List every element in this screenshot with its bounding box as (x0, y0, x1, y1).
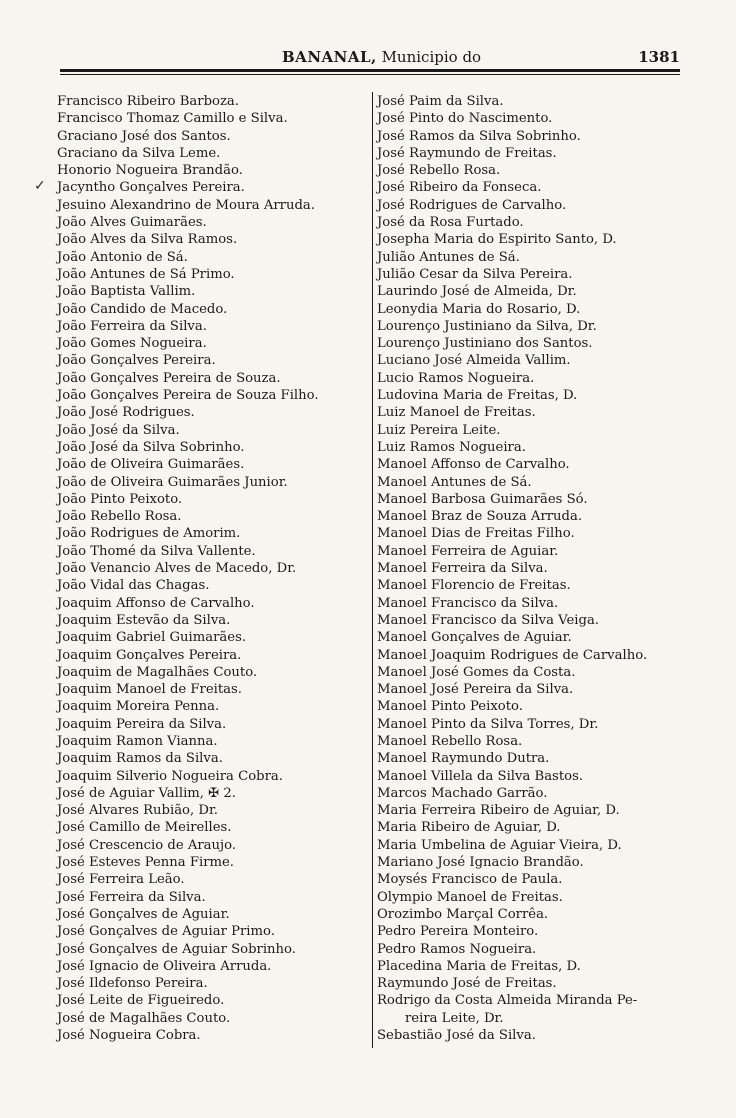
right-column-list (377, 93, 697, 1044)
name-entry: Manoel Ferreira da Silva. (377, 561, 548, 577)
name-entry: Lourenço Justiniano dos Santos. (377, 336, 593, 352)
name-entry: Joaquim Ramon Vianna. (57, 733, 218, 749)
name-entry: João Rodrigues de Amorim. (57, 526, 241, 542)
name-entry: Manoel Affonso de Carvalho. (377, 457, 570, 473)
name-entry: Olympio Manoel de Freitas. (377, 889, 563, 905)
page-number: 1381 (638, 48, 680, 66)
name-entry: Manoel Joaquim Rodrigues de Carvalho. (377, 647, 648, 663)
name-entry: Manoel Francisco da Silva Veiga. (377, 612, 600, 628)
name-entry: Lourenço Justiniano da Silva, Dr. (377, 318, 597, 334)
running-title (282, 48, 481, 66)
name-entry: João Antunes de Sá Primo. (57, 266, 235, 282)
name-entry: José Ramos da Silva Sobrinho. (377, 128, 581, 144)
name-entry: José Ribeiro da Fonseca. (377, 180, 542, 196)
name-entry: Manoel Pinto da Silva Torres, Dr. (377, 716, 599, 732)
name-entry: José da Rosa Furtado. (377, 215, 524, 231)
name-entry: Manoel Gonçalves de Aguiar. (377, 630, 572, 646)
name-entry: Mariano José Ignacio Brandão. (377, 855, 584, 871)
name-entry: Ludovina Maria de Freitas, D. (377, 388, 578, 404)
name-entry: Joaquim Gonçalves Pereira. (57, 647, 242, 663)
name-entry: José Ildefonso Pereira. (57, 976, 208, 992)
name-entry: Luiz Manoel de Freitas. (377, 405, 536, 421)
title-town: BANANAL, (282, 48, 377, 66)
name-entry: José Crescencio de Araujo. (57, 837, 236, 853)
name-entry: Josepha Maria do Espirito Santo, D. (377, 232, 617, 248)
name-entry: Joaquim Moreira Penna. (57, 699, 220, 715)
name-entry: Julião Cesar da Silva Pereira. (377, 266, 573, 282)
name-entry: Manoel Villela da Silva Bastos. (377, 768, 584, 784)
header-rule-thin (60, 74, 680, 75)
name-entry: Manoel Ferreira de Aguiar. (377, 543, 559, 559)
name-entry: Joaquim Pereira da Silva. (57, 716, 227, 732)
name-entry: Raymundo José de Freitas. (377, 976, 557, 992)
name-entry: João Gomes Nogueira. (57, 336, 207, 352)
name-entry: João Gonçalves Pereira de Souza Filho. (57, 388, 319, 404)
name-entry: Pedro Pereira Monteiro. (377, 924, 539, 940)
name-entry: Pedro Ramos Nogueira. (377, 941, 537, 957)
name-entry: Manoel Dias de Freitas Filho. (377, 526, 575, 542)
name-entry: João José Rodrigues. (57, 405, 195, 421)
name-entry: Manoel Rebello Rosa. (377, 733, 523, 749)
name-entry: Graciano José dos Santos. (57, 128, 231, 144)
name-entry: Joaquim Ramos da Silva. (57, 751, 223, 767)
name-entry: José Gonçalves de Aguiar. (57, 906, 230, 922)
name-entry: João de Oliveira Guimarães. (57, 457, 245, 473)
name-entry: José Paim da Silva. (377, 94, 504, 109)
name-entry: José Ignacio de Oliveira Arruda. (57, 958, 272, 974)
name-entry: João José da Silva Sobrinho. (57, 439, 245, 455)
name-entry: Sebastião José da Silva. (377, 1028, 536, 1044)
name-entry: João Alves Guimarães. (57, 215, 207, 231)
name-entry: Manoel Antunes de Sá. (377, 474, 532, 490)
name-entry: Manoel Braz de Souza Arruda. (377, 509, 583, 525)
name-entry: José Leite de Figueiredo. (57, 993, 225, 1009)
name-entry: José Esteves Penna Firme. (57, 855, 235, 871)
name-entry: João Pinto Peixoto. (57, 491, 183, 507)
name-entry: Luiz Ramos Nogueira. (377, 439, 526, 455)
name-entry: Placedina Maria de Freitas, D. (377, 958, 581, 974)
name-entry: reira Leite, Dr. (405, 1010, 504, 1026)
header-rule-thick (60, 69, 680, 72)
name-entry: Marcos Machado Garrão. (377, 785, 548, 801)
name-entry: João Rebello Rosa. (57, 509, 182, 525)
name-entry: Manoel Pinto Peixoto. (377, 699, 523, 715)
name-entry: Honorio Nogueira Brandão. (57, 163, 243, 179)
name-entry: Joaquim Gabriel Guimarães. (57, 630, 247, 646)
name-entry: Francisco Ribeiro Barboza. (57, 94, 239, 109)
name-entry: Graciano da Silva Leme. (57, 145, 221, 161)
handwritten-check-mark: ✓ (34, 178, 46, 194)
name-entry: Manoel Florencio de Freitas. (377, 578, 571, 594)
name-entry: Maria Ferreira Ribeiro de Aguiar, D. (377, 803, 620, 819)
name-entry: Jacyntho Gonçalves Pereira. (57, 180, 245, 196)
left-column-list (57, 93, 369, 1044)
name-entry: João Thomé da Silva Vallente. (57, 543, 256, 559)
name-entry: José Rodrigues de Carvalho. (377, 197, 567, 213)
name-entry: José Gonçalves de Aguiar Sobrinho. (57, 941, 296, 957)
name-entry: João Alves da Silva Ramos. (57, 232, 238, 248)
name-entry: José Ferreira da Silva. (57, 889, 206, 905)
name-entry: Joaquim Manoel de Freitas. (57, 682, 242, 698)
name-entry: Manoel José Pereira da Silva. (377, 682, 574, 698)
name-entry: José de Aguiar Vallim, ✠ 2. (57, 785, 237, 801)
name-entry: Jesuino Alexandrino de Moura Arruda. (57, 197, 315, 213)
name-entry: Luciano José Almeida Vallim. (377, 353, 571, 369)
name-entry: Maria Ribeiro de Aguiar, D. (377, 820, 561, 836)
name-entry: Moysés Francisco de Paula. (377, 872, 563, 888)
name-entry: Manoel José Gomes da Costa. (377, 664, 576, 680)
name-entry: João Antonio de Sá. (57, 249, 188, 265)
name-entry: João José da Silva. (57, 422, 180, 438)
name-entry: Joaquim Silverio Nogueira Cobra. (57, 768, 283, 784)
name-entry: Orozimbo Marçal Corrêa. (377, 906, 549, 922)
name-entry: João Candido de Macedo. (57, 301, 228, 317)
column-divider (372, 92, 373, 1048)
name-entry: Julião Antunes de Sá. (377, 249, 520, 265)
title-suffix: Municipio do (376, 48, 482, 66)
name-entry: José de Magalhães Couto. (57, 1010, 231, 1026)
page-header (60, 46, 680, 68)
name-entry: Leonydia Maria do Rosario, D. (377, 301, 581, 317)
name-entry: José Raymundo de Freitas. (377, 145, 557, 161)
name-entry: José Ferreira Leão. (57, 872, 185, 888)
name-entry: Maria Umbelina de Aguiar Vieira, D. (377, 837, 622, 853)
name-entry: João de Oliveira Guimarães Junior. (57, 474, 288, 490)
name-entry: José Alvares Rubião, Dr. (57, 803, 218, 819)
name-entry: Rodrigo da Costa Almeida Miranda Pe- (377, 993, 638, 1009)
name-entry: José Gonçalves de Aguiar Primo. (57, 924, 275, 940)
name-entry: Luiz Pereira Leite. (377, 422, 501, 438)
name-entry: João Gonçalves Pereira. (57, 353, 216, 369)
name-entry: João Gonçalves Pereira de Souza. (57, 370, 281, 386)
name-entry: Manoel Raymundo Dutra. (377, 751, 550, 767)
name-entry: João Ferreira da Silva. (57, 318, 207, 334)
name-entry: Manoel Barbosa Guimarães Só. (377, 491, 588, 507)
name-entry: José Pinto do Nascimento. (377, 111, 553, 127)
name-entry: João Venancio Alves de Macedo, Dr. (57, 561, 297, 577)
name-entry: Joaquim Affonso de Carvalho. (57, 595, 255, 611)
name-entry: Lucio Ramos Nogueira. (377, 370, 535, 386)
name-entry: Joaquim de Magalhães Couto. (57, 664, 258, 680)
name-entry: José Nogueira Cobra. (57, 1028, 201, 1044)
name-entry: Francisco Thomaz Camillo e Silva. (57, 111, 288, 127)
name-entry: José Rebello Rosa. (377, 163, 501, 179)
name-entry: Laurindo José de Almeida, Dr. (377, 284, 577, 300)
name-entry: João Baptista Vallim. (57, 284, 196, 300)
name-entry: José Camillo de Meirelles. (57, 820, 232, 836)
name-entry: Joaquim Estevão da Silva. (57, 612, 231, 628)
name-entry: João Vidal das Chagas. (57, 578, 210, 594)
name-entry: Manoel Francisco da Silva. (377, 595, 559, 611)
